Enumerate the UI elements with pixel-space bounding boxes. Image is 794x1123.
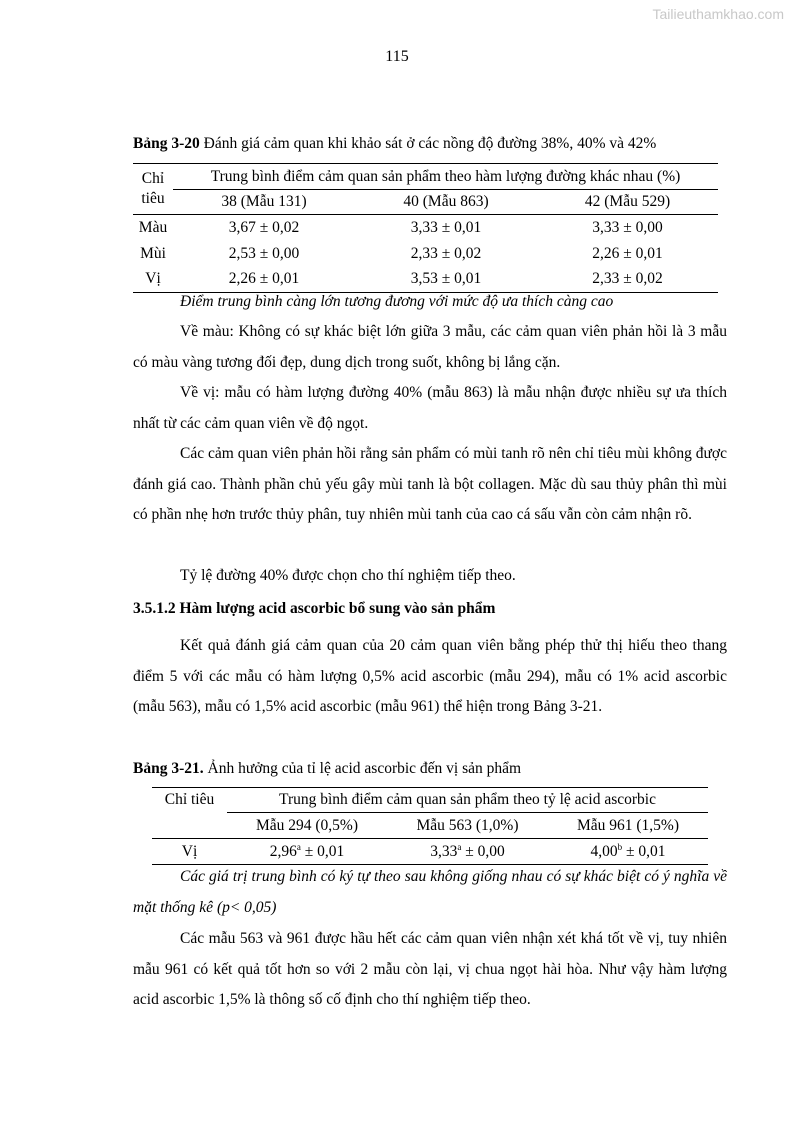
table-3-21-group-header: Trung bình điểm cảm quan sản phẩm theo tỷ lệ acid ascorbic — [227, 788, 708, 813]
table-cell: 2,96$^a$ ± 0,01 — [269, 841, 345, 860]
table-cell: 4,00$^b$ ± 0,01 — [590, 841, 666, 860]
table-3-20-label: Bảng 3-20 — [133, 135, 200, 152]
table-3-21-title: Ảnh hưởng của tỉ lệ acid ascorbic đến vị sản phẩm — [203, 760, 522, 777]
row-label: Mùi — [140, 244, 166, 262]
table-cell: 2,26 ± 0,01 — [228, 270, 300, 288]
table-3-21-label: Bảng 3-21. — [133, 760, 204, 777]
table-cell: 3,33$^a$ ± 0,00 — [430, 841, 505, 860]
table-row — [133, 241, 718, 267]
table-3-20-note: Điểm trung bình càng lớn tương đương với mức độ ưa thích càng cao — [180, 293, 614, 310]
table-cell: 2,53 ± 0,00 — [228, 244, 300, 262]
paragraph-taste: Về vị: mẫu có hàm lượng đường 40% (mẫu 863) là mẫu nhận được nhiều sự ưa thích nhất từ các cảm quan viên về độ ngọt. — [133, 384, 727, 432]
section-heading-3-5-1-2: 3.5.1.2 Hàm lượng acid ascorbic bổ sung vào sản phẩm — [133, 600, 496, 617]
table-cell: 3,33 ± 0,01 — [410, 218, 482, 236]
table-3-21-caption — [133, 760, 521, 778]
table-cell: 3,67 ± 0,02 — [228, 218, 300, 236]
column-header: 42 (Mẫu 529) — [584, 193, 671, 210]
paragraph-sugar-conclusion: Tỷ lệ đường 40% được chọn cho thí nghiệm tiếp theo. — [180, 567, 516, 584]
paragraph-color: Về màu: Không có sự khác biệt lớn giữa 3 mẫu, các cảm quan viên phản hồi là 3 mẫu có màu vàng tương đối đẹp, dung dịch trong suốt, không bị lắng cặn. — [133, 323, 727, 371]
table-3-21-note: Các giá trị trung bình có ký tự theo sau không giống nhau có sự khác biệt có ý nghĩa về mặt thống kê (p< 0,05) — [133, 868, 727, 916]
row-header-line1: Chỉ — [141, 170, 165, 187]
table-cell: 3,33 ± 0,00 — [592, 218, 663, 236]
table-3-20-row-header — [133, 164, 173, 215]
row-label: Vị — [181, 842, 198, 860]
table-3-20-caption — [133, 135, 656, 153]
row-label: Màu — [138, 218, 168, 236]
table-3-21-row-header: Chỉ tiêu — [164, 791, 215, 808]
table-row — [133, 267, 718, 293]
table-cell: 2,26 ± 0,01 — [592, 244, 663, 262]
column-header: Mẫu 563 (1,0%) — [416, 816, 519, 834]
column-header: 38 (Mẫu 131) — [221, 193, 307, 210]
table-cell: 2,33 ± 0,02 — [410, 244, 482, 262]
column-header: 40 (Mẫu 863) — [403, 193, 489, 210]
table-3-20 — [133, 163, 718, 293]
paragraph-smell: Các cảm quan viên phản hồi rằng sản phẩm có mùi tanh rõ nên chỉ tiêu mùi không được đánh giá cao. Thành phần chủ yếu gây mùi tanh là bột collagen. Mặc dù sau thủy phân thì mùi có phần nhẹ hơn trước thủy phân, tuy nhiên mùi tanh của cao cá sấu vẫn còn cảm nhận rõ. — [133, 445, 727, 524]
column-header: Mẫu 294 (0,5%) — [255, 816, 359, 834]
column-header: Mẫu 961 (1,5%) — [576, 816, 680, 834]
table-3-20-title: Đánh giá cảm quan khi khảo sát ở các nồng độ đường 38%, 40% và 42% — [199, 135, 657, 152]
table-row — [152, 839, 708, 865]
page-number: 115 — [385, 48, 409, 65]
paragraph-ascorbic-conclusion: Các mẫu 563 và 961 được hầu hết các cảm quan viên nhận xét khá tốt về vị, tuy nhiên mẫu 961 có kết quả tốt hơn so với 2 mẫu còn lại, vị chua ngọt hài hòa. Như vậy hàm lượng acid ascorbic 1,5% là thông số cố định cho thí nghiệm tiếp theo. — [133, 930, 727, 1009]
table-row — [133, 215, 718, 241]
table-3-21 — [152, 787, 708, 865]
row-label: Vị — [145, 270, 161, 288]
watermark: Tailieuthamkhao.com — [652, 6, 784, 22]
table-3-20-group-header: Trung bình điểm cảm quan sản phẩm theo hàm lượng đường khác nhau (%) — [173, 164, 718, 190]
table-cell: 2,33 ± 0,02 — [592, 270, 663, 288]
row-header-line2: tiêu — [141, 190, 165, 207]
table-cell: 3,53 ± 0,01 — [410, 270, 482, 288]
paragraph-ascorbic-intro: Kết quả đánh giá cảm quan của 20 cảm quan viên bằng phép thử thị hiếu theo thang điểm 5 với các mẫu có hàm lượng 0,5% acid ascorbic (mẫu 294), mẫu có 1% acid ascorbic (mẫu 563), mẫu có 1,5% acid ascorbic (mẫu 961) thể hiện trong Bảng 3-21. — [133, 637, 727, 716]
